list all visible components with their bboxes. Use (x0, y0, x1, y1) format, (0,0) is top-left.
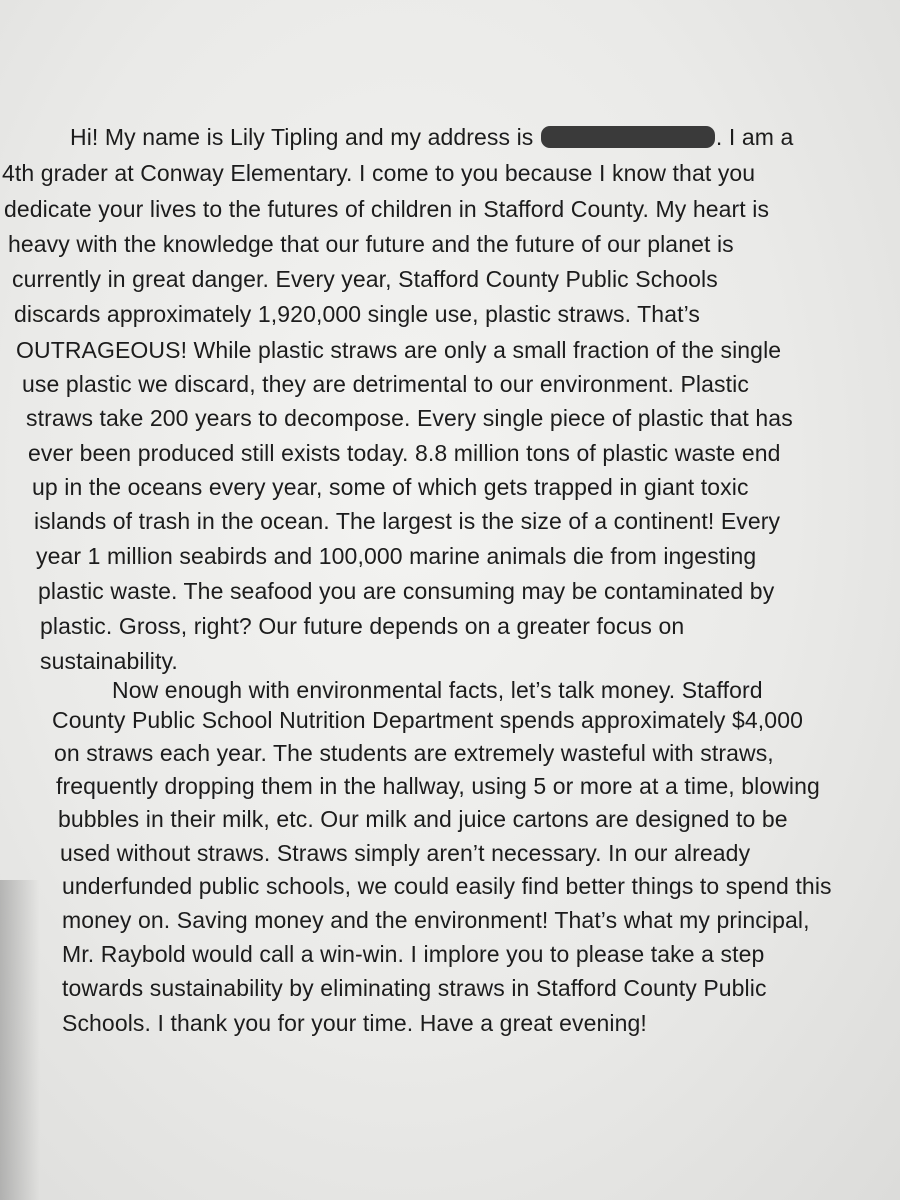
letter-line: dedicate your lives to the futures of children in Stafford County. My heart is (4, 196, 770, 222)
letter-line: plastic. Gross, right? Our future depends on a greater focus on (40, 613, 685, 639)
letter-line: towards sustainability by eliminating straws in Stafford County Public (62, 975, 767, 1001)
letter-line: use plastic we discard, they are detrimental to our environment. Plastic (22, 371, 749, 397)
letter-line: money on. Saving money and the environment! That’s what my principal, (62, 907, 810, 933)
letter-line: sustainability. (40, 648, 178, 674)
letter-line: Now enough with environmental facts, let’s talk money. Stafford (112, 677, 763, 703)
letter-line: discards approximately 1,920,000 single use, plastic straws. That’s (14, 301, 700, 327)
letter-line: up in the oceans every year, some of which gets trapped in giant toxic (32, 474, 749, 500)
letter-line: ever been produced still exists today. 8.8 million tons of plastic waste end (28, 440, 781, 466)
letter-line: underfunded public schools, we could easily find better things to spend this (62, 873, 832, 899)
letter-line: County Public School Nutrition Department spends approximately $4,000 (52, 707, 803, 733)
letter-line: islands of trash in the ocean. The largest is the size of a continent! Every (34, 508, 781, 534)
letter-line: Schools. I thank you for your time. Have a great evening! (62, 1010, 647, 1036)
letter-line: OUTRAGEOUS! While plastic straws are only a small fraction of the single (16, 337, 782, 363)
letter-line: bubbles in their milk, etc. Our milk and juice cartons are designed to be (58, 806, 788, 832)
redacted-address (541, 126, 715, 148)
letter-line: used without straws. Straws simply aren’t necessary. In our already (60, 840, 751, 866)
letter-line: Hi! My name is Lily Tipling and my address is . I am a (70, 124, 794, 150)
letter-line: on straws each year. The students are extremely wasteful with straws, (54, 740, 774, 766)
letter-line: Mr. Raybold would call a win-win. I implore you to please take a step (62, 941, 765, 967)
letter-line: straws take 200 years to decompose. Every single piece of plastic that has (26, 405, 793, 431)
letter-line: frequently dropping them in the hallway, using 5 or more at a time, blowing (56, 773, 820, 799)
letter-line: 4th grader at Conway Elementary. I come to you because I know that you (2, 160, 756, 186)
letter-line: year 1 million seabirds and 100,000 marine animals die from ingesting (36, 543, 757, 569)
letter-line: heavy with the knowledge that our future and the future of our planet is (8, 231, 734, 257)
letter-line: currently in great danger. Every year, Stafford County Public Schools (12, 266, 718, 292)
letter-line: plastic waste. The seafood you are consuming may be contaminated by (38, 578, 775, 604)
